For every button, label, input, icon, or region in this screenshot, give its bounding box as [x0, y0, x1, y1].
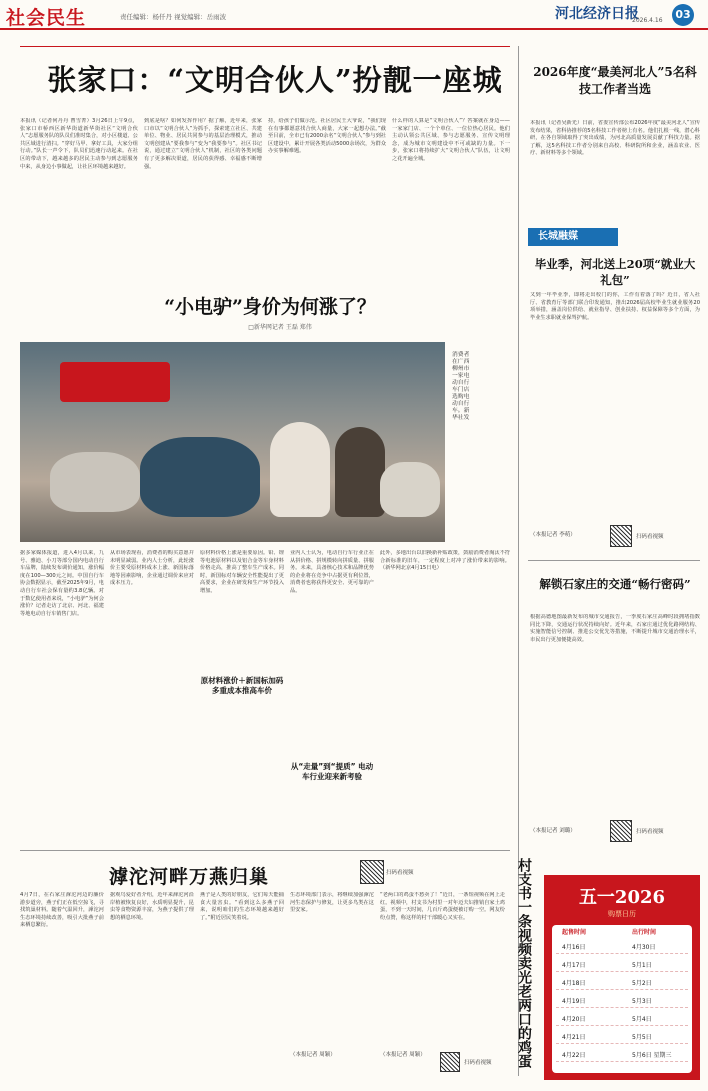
table-row	[556, 959, 688, 972]
sale-date: 4月17日	[562, 962, 586, 969]
qr-code[interactable]	[610, 525, 632, 547]
table-row	[556, 1013, 688, 1026]
village-body: “老两口的鸡蛋不愁卖了！”近日，一条短视频在网上走红。视频中，村支书为村里一对年迈夫妇推销自家土鸡蛋，不到一天时间，几百斤鸡蛋便被订购一空。网友纷纷点赞，称这样的村干部暖心又实在。	[380, 892, 505, 921]
changcheng-body: 又到一年毕业季，即将走出校门的你，工作有着落了吗？近日，省人社厅、省教育厅等部门联合印发通知，推出2026届高校毕业生就业服务20项举措，涵盖岗位供给、就业指导、创业扶持、权益保障等多个方面，为毕业生求职就业保驾护航。	[530, 292, 700, 321]
sale-date: 4月19日	[562, 998, 586, 1005]
sale-date: 4月20日	[562, 1016, 586, 1023]
promo-title: 五一2026	[578, 887, 666, 908]
ebike-column-2: 从市场表现看，消费者的购买意愿并未明显减弱。业内人士分析，此轮涨价主要受原材料成本上涨、新国标落地等因素影响，企业通过调价来应对成本压力。	[110, 550, 194, 587]
sale-date: 4月22日	[562, 1052, 586, 1059]
lead-column-3: 持，给孩子们做示范。社区居民王大爷说，“我们现在有事都愿意找合伙人商量，大家一起想办法。”截至目前，全市已有2000余名“文明合伙人”参与到社区建设中，累计开展各类活动5000余场次，为群众办实事解难题。	[268, 118, 386, 155]
table-row	[556, 941, 688, 954]
scan-label: 扫码看视频	[386, 870, 414, 876]
travel-date: 5月4日	[632, 1016, 652, 1023]
travel-date: 5月6日 星期三	[632, 1052, 672, 1059]
award-headline: 2026年度“最美河北人”5名科技工作者当选	[533, 65, 697, 96]
lead-column-2: 到底是啥？如何发挥作用？据了解，近年来，张家口市以“文明合伙人”为抓手，探索建立社区、共建单位、物业、居民共同参与的基层治理模式，推动文明创建从“要我参与”变为“我要参与”。社区书记说，通过建立“文明合伙人”机制，社区的各类问题有了更多解决渠道，居民的获得感、幸福感不断增强。	[144, 118, 262, 170]
spacer	[190, 290, 191, 291]
ebike-column-1: 据多家媒体报道，进入4月以来，九号、雅迪、小刀等部分国内电动自行车品牌，陆续发布调价通知，涨价幅度在100—300元之间。中国自行车协会数据显示，截至2025年9月，电动自行车社会保有量约3.8亿辆。对于数亿使用者来说，“小电驴”为何会涨价？记者走访了北京、河北、福建等地电动自行车销售门店。	[20, 550, 104, 617]
lead-column-4: 什么样的人算是“文明合伙人”？答案就在身边——一家家门店、一个个单位、一位位热心居民。他们主动认领公共区域、参与志愿服务、宣传文明理念，成为城市文明建设中不可或缺的力量。下一步，张家口将持续扩大“文明合伙人”队伍，让文明之花开遍全城。	[392, 118, 510, 162]
birds-source: （本报记者 周颖）	[290, 1052, 336, 1058]
ebike-byline: □新华网记者 王磊 郑伟	[248, 324, 312, 331]
divider	[528, 560, 700, 561]
divider	[20, 850, 510, 851]
scan-label: 扫码看视频	[636, 534, 664, 540]
village-source: （本报记者 周颖）	[380, 1052, 426, 1058]
ebike-headline: “小电驴”身价为何涨了？	[164, 296, 376, 318]
news-photo	[20, 342, 445, 542]
sale-date: 4月21日	[562, 1034, 586, 1041]
qr-code[interactable]	[610, 820, 632, 842]
traffic-body: 根据高德地图最新发布的城市交通报告，一季度石家庄高峰时段拥堵指数同比下降，交通运行状况持续向好。近年来，石家庄通过优化路网结构、实施智能信号控制、推进公交优先等措施，不断提升城市交通治理水平，市民出行更加便捷高效。	[530, 614, 700, 643]
header-sale: 起售时间	[562, 929, 587, 936]
lead-headline: 张家口：“文明合伙人”扮靓一座城	[47, 63, 503, 97]
ebike-column-3: 原材料价格上涨是重要原因。铅、锂等电池原材料以及铝合金等车身材料价格走高，推高了整车生产成本。同时，新国标对车辆安全性能提出了更高要求，企业在研发和生产环节投入增加。	[200, 550, 284, 594]
ebike-column-4: 业内人士认为，电动自行车行业正在从拼价格、拼规模转向拼质量、拼服务。未来，具备核心技术和品牌优势的企业将在竞争中占据更有利位置，消费者也将获得更安全、更可靠的产品。	[290, 550, 374, 594]
ebike-subhead-1: 原材料涨价＋新国标加码 多重成本推高车价	[200, 676, 284, 695]
sale-date: 4月16日	[562, 944, 586, 951]
page-number-badge: 03	[672, 4, 694, 26]
header-travel: 出行时间	[632, 929, 657, 936]
section-title: 社会民生	[6, 7, 87, 29]
editor-line: 责任编辑：杨仟丹 视觉编辑：岳雨波	[120, 13, 227, 21]
changcheng-tag: 长城融媒	[528, 228, 618, 246]
changcheng-headline: 毕业季，河北送上20项“就业大礼包”	[534, 257, 696, 287]
lead-column-1: 本报讯（记者何丹丹 曹雪菁）3月26日上午9点，张家口市桥西区新华街道新华街社区“文明合伙人”志愿服务队的队员们准时集合，对小区楼道、公共区域进行清扫。“穿好马甲、拿好工具，大家分组行动。”队长一声令下，队员们迅速行动起来。在社区的带动下，越来越多的居民主动参与到志愿服务中来，从身边小事做起，让社区环境越来越好。	[20, 118, 138, 170]
birds-column-3: 燕子是人类的好朋友，它们每天能捕食大量害虫。“看到这么多燕子回来，说明咱们的生态环境越来越好了。”附近居民笑着说。	[200, 892, 284, 921]
award-body: 本报讯（记者吴新光）日前，省委宣传部公布2026年度“最美河北人”宣传发布结果，省科协推荐的5名科技工作者榜上有名。他们扎根一线，潜心科研，在各自领域取得了突出成绩，为河北高质量发展贡献了科技力量。据了解，这5名科技工作者分别来自高校、科研院所和企业，涵盖农业、医疗、新材料等多个领域。	[530, 120, 700, 157]
birds-headline: 滹沱河畔万燕归巢	[108, 866, 269, 888]
may-day-ticket-calendar	[544, 875, 700, 1080]
travel-date: 5月2日	[632, 980, 652, 987]
travel-date: 5月5日	[632, 1034, 652, 1041]
village-headline: 村支书一条视频卖光老两口的鸡蛋	[516, 858, 532, 1068]
table-row	[556, 995, 688, 1008]
birds-column-1: 4月7日，在石家庄滹沱河边的廉价游步道旁，燕子们正在低空掠飞，寻找筑巢材料。随着气温回升，滹沱河生态环境持续改善，吸引大批燕子前来栖息繁衍。	[20, 892, 104, 929]
photo-caption: 消费者在广西柳州市一家电动自行车门店选购电动自行车。新华社发	[452, 352, 470, 421]
changcheng-source: （本报记者 李萌）	[530, 532, 576, 538]
qr-code[interactable]	[440, 1052, 460, 1072]
ebike-column-5: 此外，多地出台以旧换新补贴政策，鼓励消费者淘汰不符合新标准的旧车，一定程度上对冲了涨价带来的影响。（新华网北京4月15日电）	[380, 550, 510, 572]
travel-date: 4月30日	[632, 944, 656, 951]
table-row	[556, 977, 688, 990]
newspaper-name: 河北经济日报	[555, 6, 639, 22]
birds-column-2: 据观鸟爱好者介绍，近年来滹沱河沿岸植被恢复良好，水质明显提升，昆虫等食物资源丰富，为燕子提供了理想的栖息环境。	[110, 892, 194, 921]
divider	[20, 46, 510, 47]
table-row	[556, 1049, 688, 1062]
travel-date: 5月3日	[632, 998, 652, 1005]
ticket-table	[552, 925, 692, 1073]
traffic-source: （本报记者 刘璐）	[530, 828, 576, 834]
scan-label: 扫码看视频	[464, 1060, 492, 1066]
travel-date: 5月1日	[632, 962, 652, 969]
table-row	[556, 1031, 688, 1044]
sale-date: 4月18日	[562, 980, 586, 987]
traffic-headline: 解锁石家庄的交通“畅行密码”	[539, 577, 691, 591]
qr-code[interactable]	[360, 860, 384, 884]
promo-subtitle: 购票日历	[608, 910, 636, 918]
ebike-subhead-2: 从“走量”到“提质” 电动车行业迎来新考验	[290, 762, 374, 781]
birds-column-4: 生态环境部门表示，将继续加强滹沱河生态保护与修复，让更多鸟类在这里安家。	[290, 892, 374, 914]
scan-label: 扫码看视频	[636, 829, 664, 835]
issue-date: 2026.4.16	[632, 17, 663, 24]
